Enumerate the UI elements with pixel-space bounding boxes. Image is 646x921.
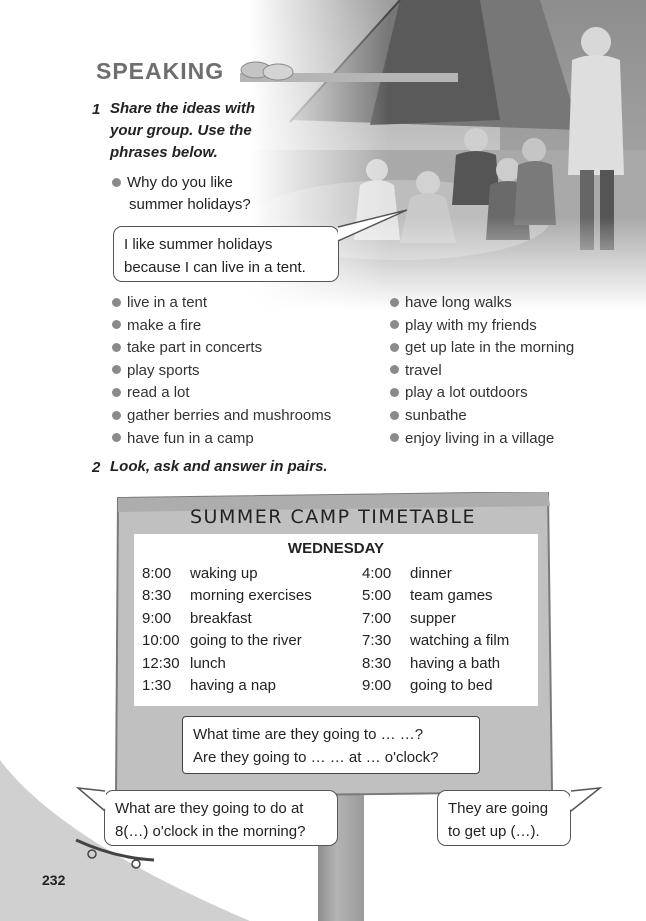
bullet-icon bbox=[390, 298, 399, 307]
bullet-icon bbox=[390, 388, 399, 397]
example-answer-line: I like summer holidays bbox=[124, 236, 273, 253]
answer-speech-bubble bbox=[437, 790, 571, 846]
timetable-title: SUMMER CAMP TIMETABLE bbox=[189, 506, 476, 528]
list-item: live in a tent bbox=[112, 292, 331, 315]
task-1-instruction-line: phrases below. bbox=[110, 144, 218, 161]
timetable-row: 1:30 having a nap bbox=[142, 677, 276, 694]
timetable-row: 8:30 having a bath bbox=[362, 655, 501, 672]
timetable-row: 12:30 lunch bbox=[142, 655, 226, 672]
task-1-instruction bbox=[110, 98, 255, 164]
list-item: have long walks bbox=[390, 292, 574, 315]
list-item: take part in concerts bbox=[112, 337, 331, 360]
bullet-icon bbox=[112, 411, 121, 420]
task-1-instruction-line: your group. Use the bbox=[110, 122, 252, 139]
bubble-line: They are going bbox=[448, 800, 549, 817]
task-1-instruction-line: Share the ideas with bbox=[110, 100, 256, 117]
list-item: sunbathe bbox=[390, 405, 574, 428]
timetable-row: 8:00 waking up bbox=[142, 565, 258, 582]
example-answer-line: because I can live in a tent. bbox=[124, 259, 306, 276]
example-question-line: summer holidays? bbox=[129, 196, 251, 213]
bullet-icon bbox=[390, 343, 399, 352]
bubble-tail bbox=[76, 786, 108, 816]
phrases-list-right bbox=[390, 292, 574, 450]
bullet-icon bbox=[112, 433, 121, 442]
list-item: make a fire bbox=[112, 315, 331, 338]
skateboard-icon bbox=[70, 830, 160, 870]
prompt-line: What time are they going to … …? bbox=[193, 726, 424, 743]
bubble-line: 8(…) o'clock in the morning? bbox=[115, 823, 306, 840]
bubble-line: to get up (…). bbox=[448, 823, 540, 840]
bullet-icon bbox=[112, 388, 121, 397]
example-question bbox=[112, 172, 251, 216]
timetable bbox=[134, 534, 538, 706]
timetable-row: 9:00 going to bed bbox=[362, 677, 493, 694]
bullet-icon bbox=[112, 298, 121, 307]
list-item: gather berries and mushrooms bbox=[112, 405, 331, 428]
question-prompt-box bbox=[182, 716, 480, 774]
bullet-icon bbox=[390, 365, 399, 374]
task-1-number: 1 bbox=[92, 101, 101, 118]
list-item: play a lot outdoors bbox=[390, 382, 574, 405]
bullet-icon bbox=[112, 320, 121, 329]
bullet-icon bbox=[390, 411, 399, 420]
bullet-icon bbox=[112, 178, 121, 187]
timetable-row: 4:00 dinner bbox=[362, 565, 452, 582]
bubble-tail bbox=[335, 208, 415, 248]
list-item: have fun in a camp bbox=[112, 428, 331, 451]
timetable-row: 5:00 team games bbox=[362, 587, 493, 604]
bubble-tail bbox=[568, 786, 602, 816]
bullet-icon bbox=[390, 320, 399, 329]
example-question-line: Why do you like bbox=[127, 174, 233, 191]
phrases-list-left bbox=[112, 292, 331, 450]
list-item: play with my friends bbox=[390, 315, 574, 338]
timetable-row: 7:00 supper bbox=[362, 610, 456, 627]
list-item: read a lot bbox=[112, 382, 331, 405]
timetable-board bbox=[112, 492, 554, 797]
list-item: travel bbox=[390, 360, 574, 383]
timetable-row: 10:00 going to the river bbox=[142, 632, 302, 649]
list-item: enjoy living in a village bbox=[390, 428, 574, 451]
timetable-row: 9:00 breakfast bbox=[142, 610, 252, 627]
list-item: play sports bbox=[112, 360, 331, 383]
bullet-icon bbox=[112, 365, 121, 374]
list-item: get up late in the morning bbox=[390, 337, 574, 360]
timetable-row: 7:30 watching a film bbox=[362, 632, 510, 649]
bullet-icon bbox=[112, 343, 121, 352]
example-answer-bubble bbox=[113, 226, 339, 282]
task-2-number: 2 bbox=[92, 459, 101, 476]
bullet-icon bbox=[390, 433, 399, 442]
prompt-line: Are they going to … … at … o'clock? bbox=[193, 749, 439, 766]
page-number: 232 bbox=[42, 872, 66, 888]
speech-bubbles-icon bbox=[238, 60, 298, 82]
timetable-row: 8:30 morning exercises bbox=[142, 587, 312, 604]
bubble-line: What are they going to do at bbox=[115, 800, 304, 817]
section-title: SPEAKING bbox=[96, 58, 225, 84]
timetable-day: WEDNESDAY bbox=[287, 540, 385, 557]
task-2-instruction: Look, ask and answer in pairs. bbox=[110, 458, 328, 475]
